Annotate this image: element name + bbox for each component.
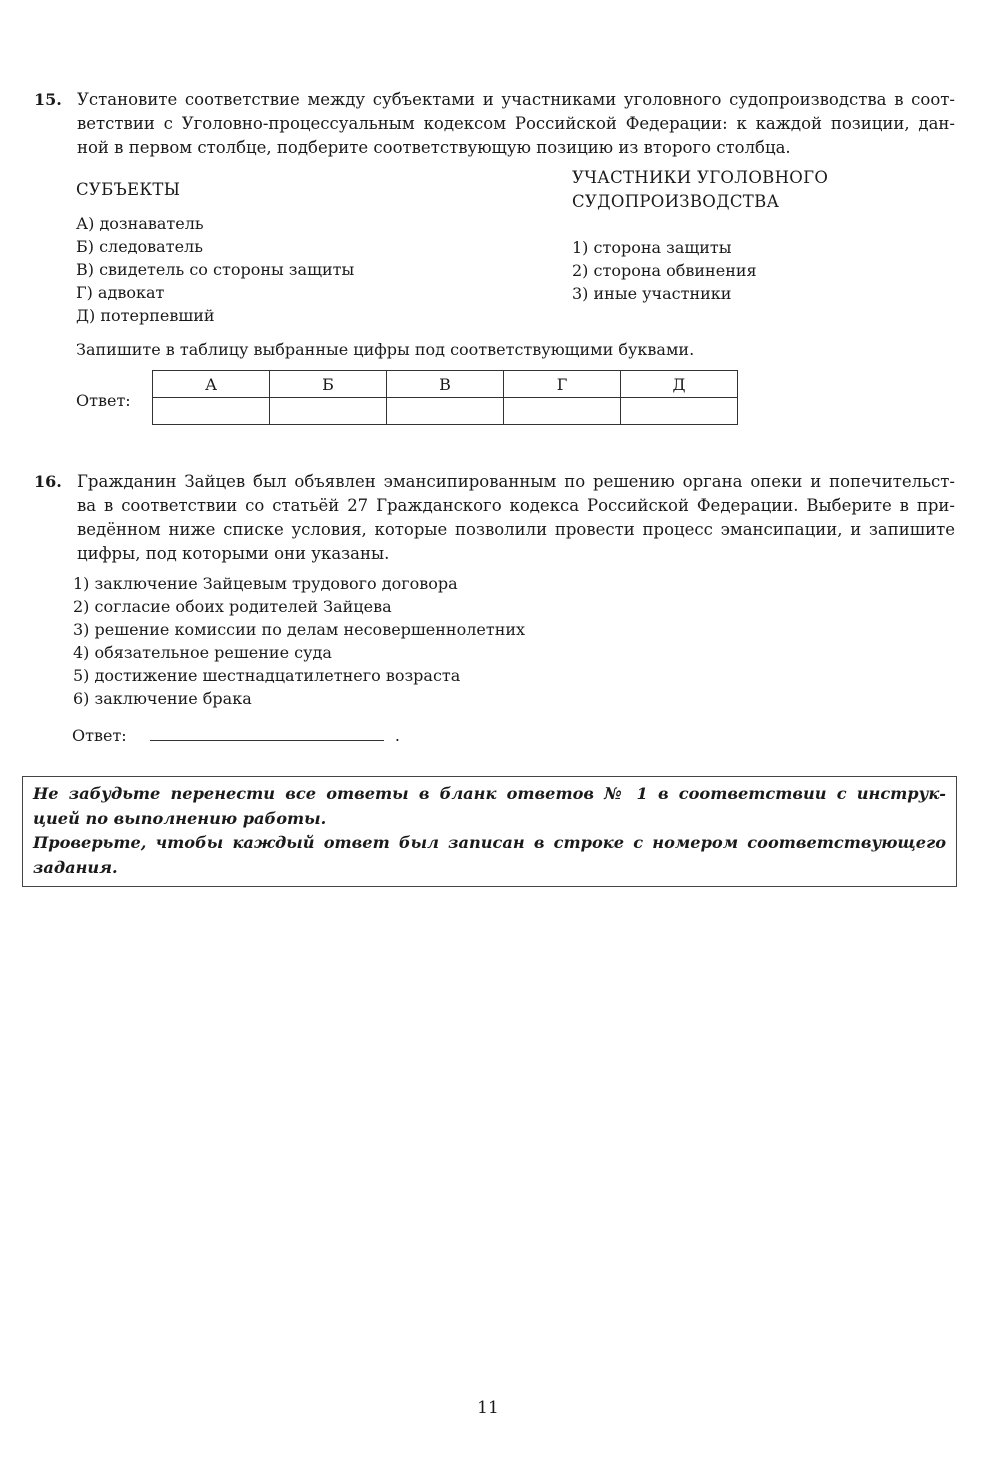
participants-heading-line: СУДОПРОИЗВОДСТВА [572,192,780,211]
question-16-text-line: ва в соответствии со статьёй 27 Гражданского кодекса Российской Федерации. Выберите в при- [77,496,955,515]
reminder-notice [22,776,957,887]
notice-line: задания. [33,857,118,877]
option-3: 3) решение комиссии по делам несовершеннолетних [73,620,526,639]
question-15-answer-label: Ответ: [76,391,131,410]
option-5: 5) достижение шестнадцатилетнего возраста [73,666,461,685]
subject-item-a: А) дознаватель [76,214,204,233]
answer-table-input-row [153,398,738,425]
subject-item-b: Б) следователь [76,237,203,256]
answer-table-header-v: В [387,371,504,398]
question-16-text-line: цифры, под которыми они указаны. [77,544,390,563]
question-15-text-line: ной в первом столбце, подберите соответствующую позицию из второго столбца. [77,138,791,157]
option-4: 4) обязательное решение суда [73,643,332,662]
subjects-list [76,212,354,327]
answer-cell-d[interactable] [621,398,738,425]
question-16-answer-field[interactable] [150,724,384,741]
participants-heading-line: УЧАСТНИКИ УГОЛОВНОГО [572,168,829,187]
notice-line: Проверьте, чтобы каждый ответ был записан в строке с номером соответствующего [33,833,946,852]
question-16-answer-row [72,724,400,747]
option-1: 1) заключение Зайцевым трудового договора [73,574,458,593]
question-15-instruction: Запишите в таблицу выбранные цифры под соответствующими буквами. [76,340,695,359]
answer-table-header-b: Б [270,371,387,398]
notice-line: Не забудьте перенести все ответы в бланк ответов № 1 в соответствии с инструк- [33,784,946,803]
question-16-text-line: ведённом ниже списке условия, которые позволили провести процесс эмансипации, и запишите [77,520,955,539]
participant-item-3: 3) иные участники [572,284,732,303]
option-6: 6) заключение брака [73,689,252,708]
question-16-text [77,470,955,566]
question-15-text-line: ветствии с Уголовно-процессуальным кодексом Российской Федерации: к каждой позиции, дан- [77,114,955,133]
subject-item-v: В) свидетель со стороны защиты [76,260,355,279]
question-15-number: 15. [34,90,62,109]
page-number: 11 [477,1398,499,1418]
participants-heading [572,166,828,214]
answer-table-header-g: Г [504,371,621,398]
answer-table-header-row [153,371,738,398]
question-15-text-line: Установите соответствие между субъектами и участниками уголовного судопроизводства в соот- [77,90,955,109]
question-16-text-line: Гражданин Зайцев был объявлен эмансипированным по решению органа опеки и попечительст- [77,472,955,491]
participants-list [572,236,757,305]
answer-cell-g[interactable] [504,398,621,425]
subjects-heading: СУБЪЕКТЫ [76,180,181,199]
question-15-text [77,88,955,160]
answer-table-header-a: А [153,371,270,398]
answer-cell-v[interactable] [387,398,504,425]
participant-item-1: 1) сторона защиты [572,238,732,257]
answer-cell-a[interactable] [153,398,270,425]
participant-item-2: 2) сторона обвинения [572,261,757,280]
subject-item-d: Д) потерпевший [76,306,215,325]
question-16-answer-label: Ответ: [72,726,127,745]
option-2: 2) согласие обоих родителей Зайцева [73,597,392,616]
answer-table-header-d: Д [621,371,738,398]
question-16-options [73,572,525,710]
question-15-answer-table [152,370,738,425]
notice-line: цией по выполнению работы. [33,808,327,828]
question-16-number: 16. [34,472,62,491]
question-16-answer-terminator: . [394,726,400,745]
answer-cell-b[interactable] [270,398,387,425]
subject-item-g: Г) адвокат [76,283,165,302]
